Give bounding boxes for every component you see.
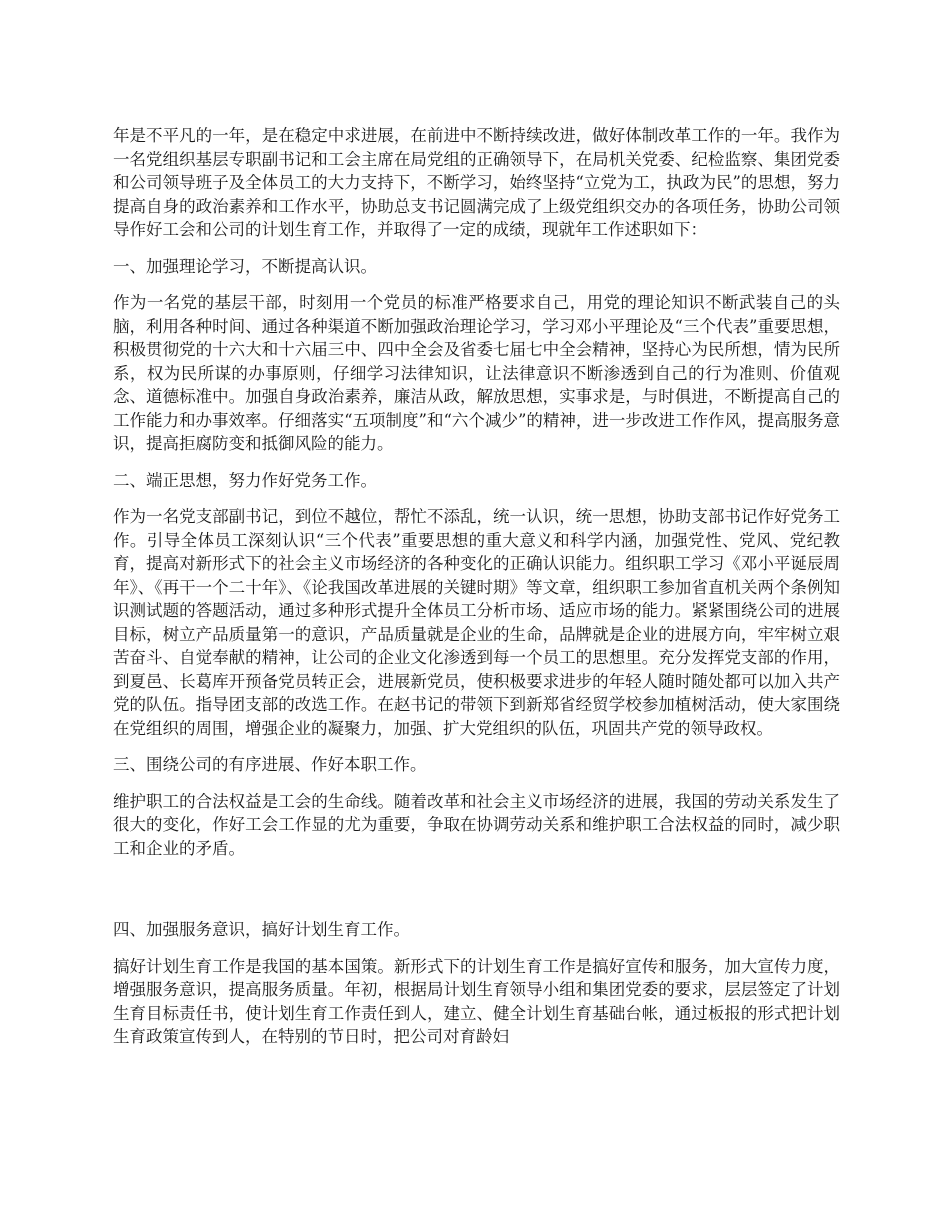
- section-1-body: 作为一名党的基层干部，时刻用一个党员的标准严格要求自己，用党的理论知识不断武装自己的头脑，利用各种时间、通过各种渠道不断加强政治理论学习，学习邓小平理论及“三个代表”重要思想，积极贯彻党的十六大和十六届三中、四中全会及省委七届七中全会精神，坚持心为民所想，情为民所系，权为民所谋的办事原则，仔细学习法律知识，让法律意识不断渗透到自己的行为准则、价值观念、道德标准中。加强自身政治素养，廉洁从政，解放思想，实事求是，与时俱进，不断提高自己的工作能力和办事效率。仔细落实“五项制度”和“六个减少”的精神，进一步改进工作作风，提高服务意识，提高拒腐防变和抵御风险的能力。: [113, 293, 840, 453]
- section-1-heading: 一、加强理论学习，不断提高认识。: [113, 256, 377, 276]
- intro-paragraph: 年是不平凡的一年，是在稳定中求进展，在前进中不断持续改进，做好体制改革工作的一年。我作为一名党组织基层专职副书记和工会主席在局党组的正确领导下，在局机关党委、纪检监察、集团党委和公司领导班子及全体员工的大力支持下，不断学习，始终坚持“立党为工，执政为民”的思想，努力提高自身的政治素养和工作水平，协助总支书记圆满完成了上级党组织交办的各项任务，协助公司领导作好工会和公司的计划生育工作，并取得了一定的成绩，现就年工作述职如下：: [113, 126, 840, 239]
- document-page: [113, 124, 840, 1062]
- section-2-body: 作为一名党支部副书记，到位不越位，帮忙不添乱，统一认识，统一思想，协助支部书记作好党务工作。引导全体员工深刻认识“三个代表”重要思想的重大意义和科学内涵，加强党性、党风、党纪教育，提高对新形式下的社会主义市场经济的各种变化的正确认识能力。组织职工学习《邓小平诞辰周年》、《再干一个二十年》、《论我国改革进展的关键时期》等文章，组织职工参加省直机关两个条例知识测试题的答题活动，通过多种形式提升全体员工分析市场、适应市场的能力。紧紧围绕公司的进展目标，树立产品质量第一的意识，产品质量就是企业的生命，品牌就是企业的进展方向，牢牢树立艰苦奋斗、自觉奉献的精神，让公司的企业文化渗透到每一个员工的思想里。充分发挥党支部的作用，到夏邑、长葛库开预备党员转正会，进展新党员，使积极要求进步的年轻人随时随处都可以加入共产党的队伍。指导团支部的改选工作。在赵书记的带领下到新郑省经贸学校参加植树活动，使大家围绕在党组织的周围，增强企业的凝聚力，加强、扩大党组织的队伍，巩固共产党的领导政权。: [113, 507, 840, 738]
- section-4-body: 搞好计划生育工作是我国的基本国策。新形式下的计划生育工作是搞好宣传和服务，加大宣传力度，增强服务意识，提高服务质量。年初，根据局计划生育领导小组和集团党委的要求，层层签定了计划生育目标责任书，使计划生育工作责任到人，建立、健全计划生育基础台帐，通过板报的形式把计划生育政策宣传到人，在特别的节日时，把公司对育龄妇: [113, 956, 840, 1046]
- section-2-heading: 二、端正思想，努力作好党务工作。: [113, 470, 377, 490]
- section-4-heading: 四、加强服务意识，搞好计划生育工作。: [113, 920, 410, 939]
- section-gap: [113, 873, 840, 918]
- section-3-heading: 三、围绕公司的有序进展、作好本职工作。: [113, 755, 427, 774]
- section-3-body: 维护职工的合法权益是工会的生命线。随着改革和社会主义市场经济的进展，我国的劳动关系发生了很大的变化，作好工会工作显的尤为重要，争取在协调劳动关系和维护职工合法权益的同时，减少职工和企业的矛盾。: [113, 791, 840, 858]
